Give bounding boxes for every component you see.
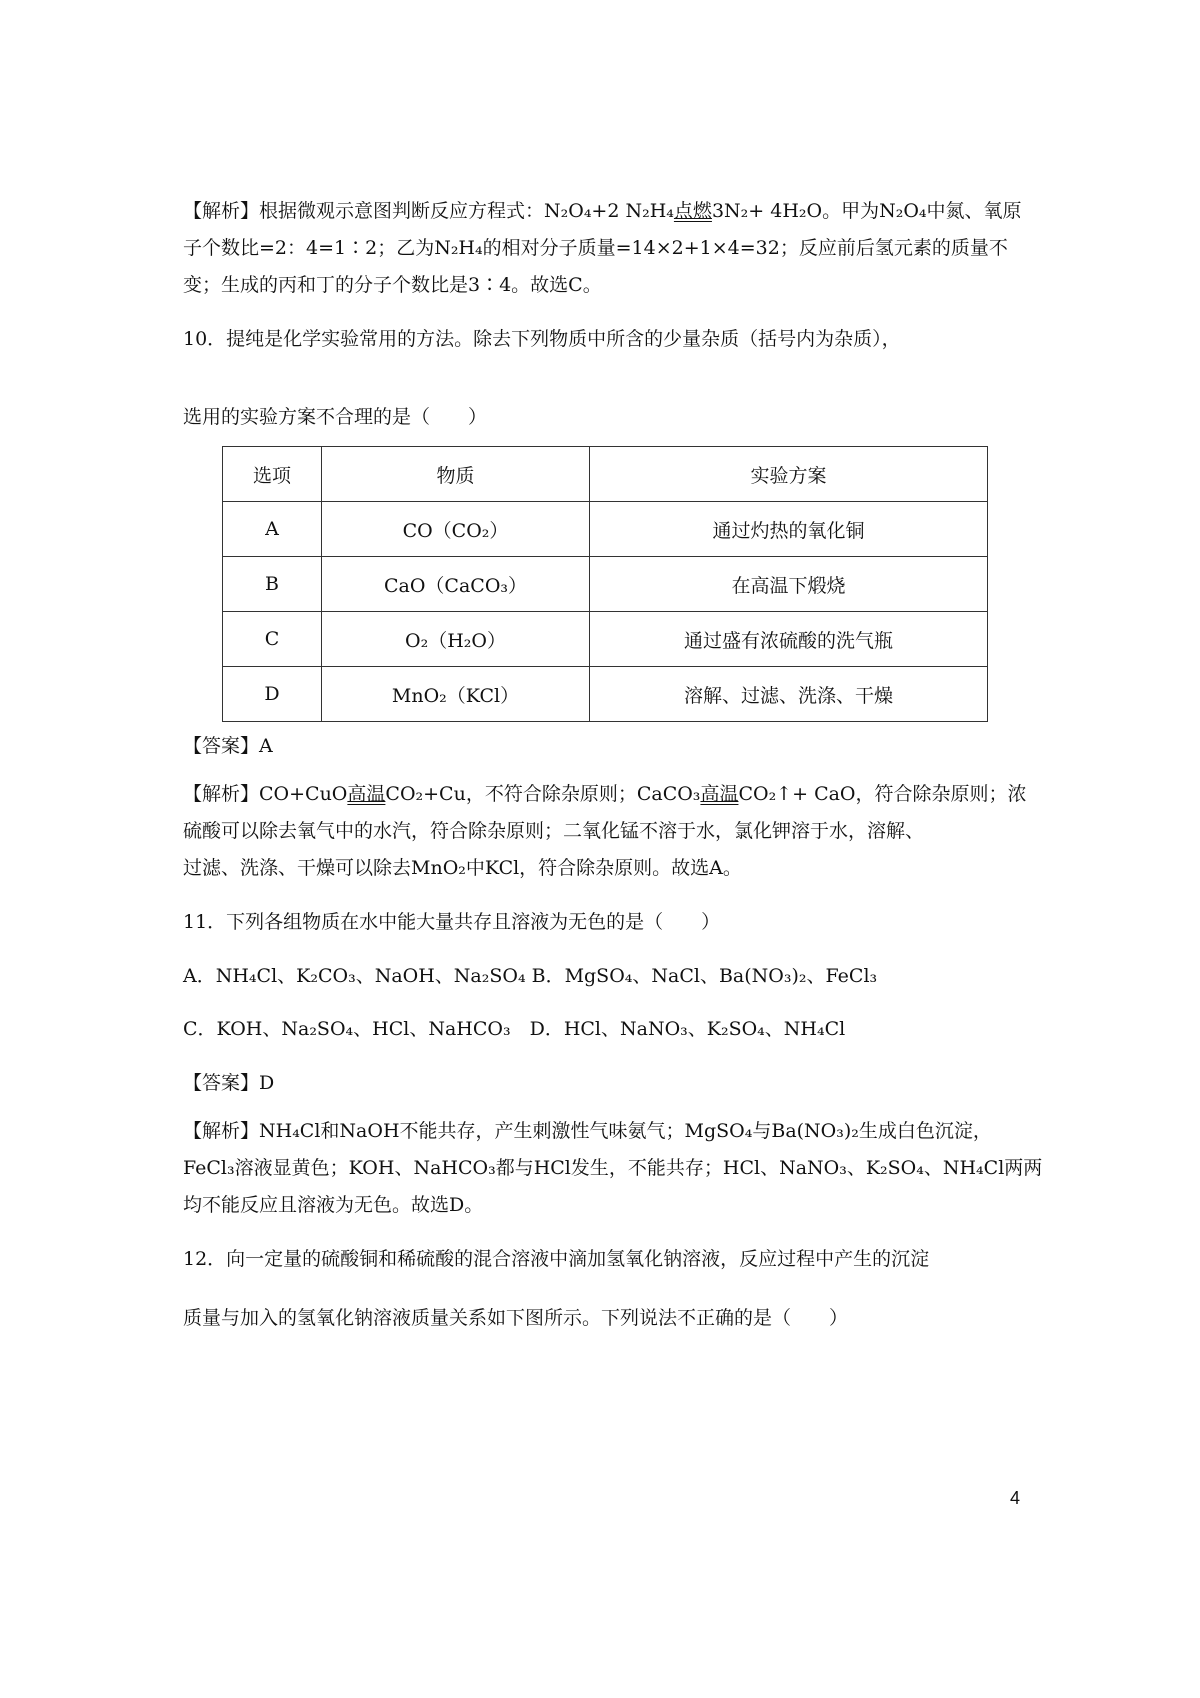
table-cell: 通过盛有浓硫酸的洗气瓶 (590, 612, 988, 667)
table-header-row (223, 447, 988, 502)
q11-answer: 【答案】D (183, 1072, 275, 1094)
q10-stem-line-2: 选用的实验方案不合理的是（ ） (183, 406, 488, 428)
table-row (223, 612, 988, 667)
q10-analysis-line-3: 过滤、洗涤、干燥可以除去MnO₂中KCl，符合除杂原则。故选A。 (183, 857, 742, 879)
q9-analysis-line-1: 【解析】根据微观示意图判断反应方程式：N₂O₄+2 N₂H₄点燃3N₂+ 4H₂O。甲为N₂O₄中氮、氧原 (183, 200, 1022, 222)
table-cell: O₂（H₂O） (322, 612, 590, 667)
q11-options-ab: A．NH₄Cl、K₂CO₃、NaOH、Na₂SO₄ B．MgSO₄、NaCl、Ba(NO₃)₂、FeCl₃ (183, 965, 878, 987)
table-cell: B (223, 557, 322, 612)
table-header-cell: 物质 (322, 447, 590, 502)
q10-answer: 【答案】A (183, 735, 273, 757)
table-header-cell: 选项 (223, 447, 322, 502)
q12-stem-line-2: 质量与加入的氢氧化钠溶液质量关系如下图所示。下列说法不正确的是（ ） (183, 1307, 849, 1329)
q10-options-table (222, 446, 988, 722)
reaction-condition: 高温 (700, 783, 739, 805)
table-cell: CaO（CaCO₃） (322, 557, 590, 612)
q11-stem: 11．下列各组物质在水中能大量共存且溶液为无色的是（ ） (183, 911, 721, 933)
page-number: 4 (1010, 1488, 1021, 1508)
table-header-cell: 实验方案 (590, 447, 988, 502)
reaction-condition: 高温 (347, 783, 386, 805)
table-row (223, 557, 988, 612)
q11-options-cd: C．KOH、Na₂SO₄、HCl、NaHCO₃ D．HCl、NaNO₃、K₂SO₄、NH₄Cl (183, 1018, 846, 1040)
table-cell: 通过灼热的氧化铜 (590, 502, 988, 557)
table-cell: 溶解、过滤、洗涤、干燥 (590, 667, 988, 722)
q9-analysis-line-3: 变；生成的丙和丁的分子个数比是3∶4。故选C。 (183, 274, 602, 296)
q11-analysis-line-1: 【解析】NH₄Cl和NaOH不能共存，产生刺激性气味氨气；MgSO₄与Ba(NO₃)₂生成白色沉淀， (183, 1120, 992, 1142)
table-row (223, 502, 988, 557)
table-row (223, 667, 988, 722)
q11-analysis-line-2: FeCl₃溶液显黄色；KOH、NaHCO₃都与HCl发生，不能共存；HCl、NaNO₃、K₂SO₄、NH₄Cl两两 (183, 1157, 1043, 1179)
reaction-condition: 点燃 (673, 200, 712, 222)
table-cell: C (223, 612, 322, 667)
table-cell: D (223, 667, 322, 722)
table-cell: A (223, 502, 322, 557)
q10-analysis-line-2: 硫酸可以除去氧气中的水汽，符合除杂原则；二氧化锰不溶于水，氯化钾溶于水，溶解、 (183, 820, 925, 842)
q9-analysis-line-2: 子个数比=2：4=1∶2；乙为N₂H₄的相对分子质量=14×2+1×4=32；反应前后氢元素的质量不 (183, 237, 1008, 259)
q10-analysis-line-1: 【解析】CO+CuO高温CO₂+Cu，不符合除杂原则；CaCO₃高温CO₂↑+ CaO，符合除杂原则；浓 (183, 783, 1027, 805)
q12-stem-line-1: 12．向一定量的硫酸铜和稀硫酸的混合溶液中滴加氢氧化钠溶液，反应过程中产生的沉淀 (183, 1248, 930, 1270)
table-cell: 在高温下煅烧 (590, 557, 988, 612)
table-cell: CO（CO₂） (322, 502, 590, 557)
q10-stem-line-1: 10．提纯是化学实验常用的方法。除去下列物质中所含的少量杂质（括号内为杂质）， (183, 328, 901, 350)
q11-analysis-line-3: 均不能反应且溶液为无色。故选D。 (183, 1194, 484, 1216)
table-cell: MnO₂（KCl） (322, 667, 590, 722)
